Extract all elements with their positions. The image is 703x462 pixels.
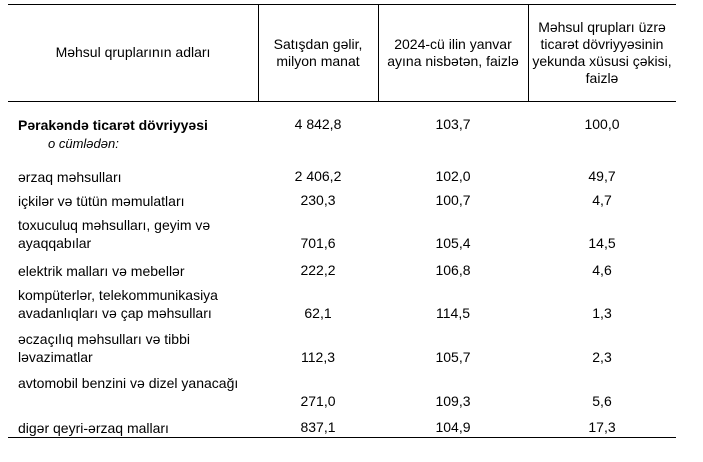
row-index: 106,8: [435, 262, 471, 278]
row-revenue: 271,0: [300, 393, 336, 409]
subtitle-including: o cümlədən:: [48, 136, 119, 151]
header-product-groups-label: Məhsul qruplarının adları: [55, 44, 211, 60]
row-name: avtomobil benzini və dizel yanacağı: [18, 375, 239, 391]
row-share: 2,3: [592, 349, 612, 365]
header-bottom-border: [8, 101, 676, 102]
row-name: digər qeyri-ərzaq malları: [18, 420, 169, 436]
row-index: 104,9: [435, 419, 471, 435]
row-share: 49,7: [588, 168, 616, 184]
row-name: kompüterlər, telekommunikasiya avadanlıqları və çap məhsulları: [18, 287, 218, 321]
row-revenue: 837,1: [300, 419, 336, 435]
row-index: 105,7: [435, 349, 471, 365]
header-index-label: 2024-cü ilin yanvar ayına nisbətən, faizlə: [387, 35, 519, 69]
row-index: 114,5: [436, 305, 470, 321]
total-share: 100,0: [584, 116, 620, 132]
data-table: [8, 4, 676, 438]
row-share: 14,5: [588, 235, 616, 251]
row-share: 17,3: [588, 419, 616, 435]
row-name: əczaçılıq məhsulları və tibbi ləvazimatlar: [18, 331, 190, 365]
row-index: 102,0: [435, 168, 471, 184]
row-share: 4,6: [592, 262, 612, 278]
row-share: 4,7: [592, 192, 612, 208]
row-share: 1,3: [592, 305, 612, 321]
row-name: elektrik malları və mebellər: [18, 263, 185, 279]
row-share: 5,6: [592, 393, 612, 409]
row-revenue: 230,3: [300, 192, 336, 208]
header-product-groups: [8, 4, 258, 101]
table-bottom-border: [8, 437, 676, 438]
row-revenue: 62,1: [304, 305, 332, 321]
header-revenue: [258, 4, 378, 101]
header-revenue-label: Satışdan gəlir, milyon manat: [273, 35, 363, 69]
row-revenue: 222,2: [300, 262, 336, 278]
row-index: 109,3: [435, 393, 471, 409]
total-revenue: 4 842,8: [294, 116, 342, 132]
total-index: 103,7: [435, 116, 471, 132]
row-name: toxuculuq məhsulları, geyim və ayaqqabılar: [18, 217, 211, 251]
header-share: [528, 4, 676, 101]
total-name: Pərakəndə ticarət dövriyyəsi: [18, 117, 208, 133]
header-share-label: Məhsul qrupları üzrə ticarət dövriyyəsinin yekunda xüsusi çəkisi, faizlə: [532, 18, 672, 86]
row-revenue: 2 406,2: [294, 168, 342, 184]
header-index: [378, 4, 528, 101]
row-name: ərzaq məhsulları: [18, 169, 122, 185]
row-name: içkilər və tütün məmulatları: [18, 193, 185, 209]
row-index: 100,7: [435, 192, 471, 208]
row-index: 105,4: [435, 235, 471, 251]
row-revenue: 701,6: [300, 235, 336, 251]
row-revenue: 112,3: [301, 349, 335, 365]
